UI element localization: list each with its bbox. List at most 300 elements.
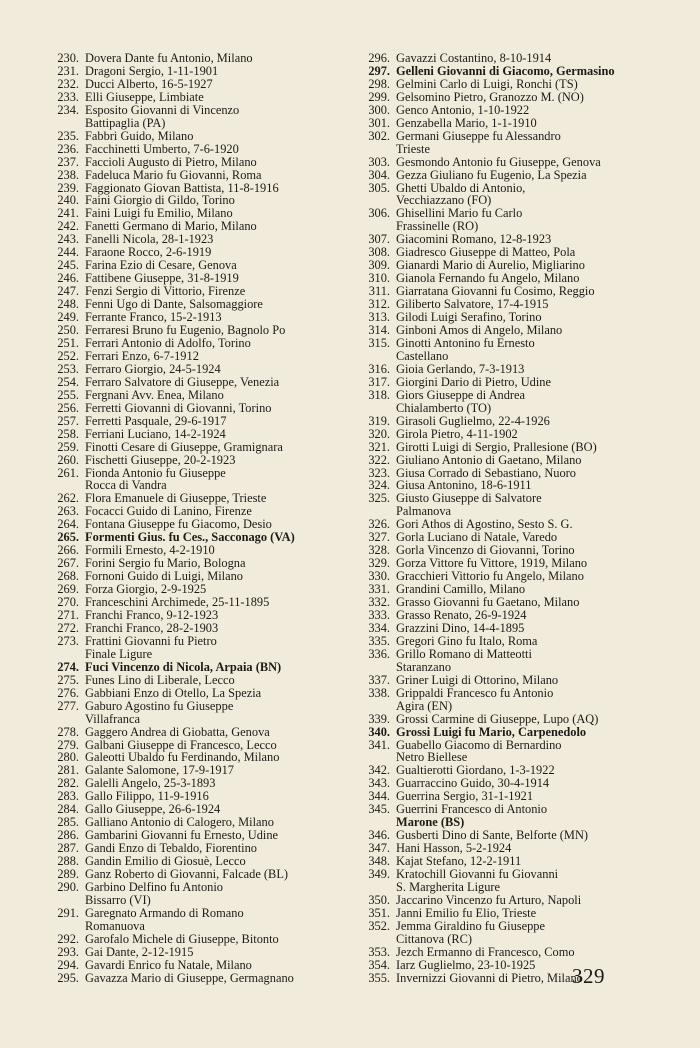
- entry-number: 236.: [57, 141, 79, 156]
- entry-continuation: Cittanova (RC): [396, 931, 473, 946]
- entry-text: Giarratana Giovanni fu Cosimo, Reggio: [396, 284, 595, 299]
- entry-text: Jezch Ermanno di Francesco, Como: [396, 944, 575, 959]
- list-item: [357, 169, 667, 182]
- entry-number: 346.: [368, 828, 390, 843]
- entry-number: 255.: [57, 387, 79, 402]
- entry-text: Gavardi Enrico fu Natale, Milano: [85, 957, 252, 972]
- list-item: [357, 622, 667, 635]
- entry-text: Esposito Giovanni di Vincenzo: [85, 102, 240, 117]
- entry-number: 301.: [368, 115, 390, 130]
- entry-text: Gorla Vincenzo di Giovanni, Torino: [396, 543, 575, 558]
- entry-text: Gabbiani Enzo di Otello, La Spezia: [85, 685, 262, 700]
- entry-text: Gianola Fernando fu Angelo, Milano: [396, 271, 580, 286]
- entry-continuation: Netro Biellese: [396, 750, 468, 765]
- entry-text: Giusa Corrado di Sebastiano, Nuoro: [396, 465, 576, 480]
- entry-text: Franceschini Archimede, 25-11-1895: [85, 595, 270, 610]
- entry-text: Ganz Roberto di Giovanni, Falcade (BL): [85, 867, 289, 882]
- entry-text: Guarraccino Guido, 30-4-1914: [396, 776, 550, 791]
- entry-text: Jaccarino Vincenzo fu Arturo, Napoli: [396, 892, 582, 907]
- entry-text: Fabbri Guido, Milano: [85, 128, 194, 143]
- list-item: [46, 78, 346, 91]
- entry-number: 288.: [57, 854, 79, 869]
- entry-number: 325.: [368, 491, 390, 506]
- entry-number: 233.: [57, 89, 79, 104]
- list-item: [46, 52, 346, 65]
- entry-text: Giliberto Salvatore, 17-4-1915: [396, 297, 549, 312]
- entry-continuation: Villafranca: [85, 711, 140, 726]
- left-column: [46, 52, 346, 985]
- entry-text: Funes Lino di Liberale, Lecco: [85, 672, 235, 687]
- entry-number: 297.: [368, 63, 390, 78]
- entry-text: Frattini Giovanni fu Pietro: [85, 633, 217, 648]
- entry-number: 256.: [57, 400, 79, 415]
- list-item: [357, 376, 667, 389]
- entry-number: 330.: [368, 569, 390, 584]
- list-item: [357, 946, 667, 959]
- entry-text: Ferrari Antonio di Adolfo, Torino: [85, 335, 251, 350]
- entry-continuation: Vecchiazzano (FO): [396, 193, 492, 208]
- list-item: [46, 907, 346, 920]
- entry-text: Guerrini Francesco di Antonio: [396, 802, 548, 817]
- entry-text: Girasoli Guglielmo, 22-4-1926: [396, 413, 550, 428]
- entry-number: 235.: [57, 128, 79, 143]
- entry-number: 290.: [57, 880, 79, 894]
- entry-text: Gilodi Luigi Serafino, Torino: [396, 310, 542, 325]
- list-item: [46, 169, 346, 182]
- entry-text: Grossi Luigi fu Mario, Carpenedolo: [396, 724, 587, 739]
- entry-number: 345.: [368, 802, 390, 817]
- entry-number: 240.: [57, 193, 79, 208]
- entry-text: Facchinetti Umberto, 7-6-1920: [85, 141, 239, 156]
- list-item: [357, 635, 667, 648]
- entry-number: 231.: [57, 63, 79, 78]
- entry-text: Giorgini Dario di Pietro, Udine: [396, 374, 551, 389]
- entry-number: 243.: [57, 232, 79, 247]
- entry-text: Giusa Antonino, 18-6-1911: [396, 478, 532, 493]
- entry-number: 250.: [57, 323, 79, 338]
- entry-text: Gavazzi Costantino, 8-10-1914: [396, 51, 552, 65]
- entry-number: 348.: [368, 854, 390, 869]
- entry-number: 343.: [368, 776, 390, 791]
- entry-text: Grillo Romano di Matteotti: [396, 646, 532, 661]
- entry-text: Ghisellini Mario fu Carlo: [396, 206, 523, 221]
- entry-number: 329.: [368, 556, 390, 571]
- entry-text: Grossi Carmine di Giuseppe, Lupo (AQ): [396, 711, 599, 726]
- entry-text: Gelleni Giovanni di Giacomo, Germasino: [396, 63, 615, 78]
- entry-text: Galeotti Ubaldo fu Ferdinando, Milano: [85, 750, 280, 765]
- entry-text: Gualtierotti Giordano, 1-3-1922: [396, 763, 555, 778]
- entry-continuation: Marone (BS): [396, 815, 465, 830]
- entry-text: Giuliano Antonio di Gaetano, Milano: [396, 452, 582, 467]
- list-item: [357, 130, 667, 143]
- list-item: [357, 156, 667, 169]
- entry-number: 324.: [368, 478, 390, 493]
- entry-number: 270.: [57, 595, 79, 610]
- entry-text: Gorza Vittore fu Vittore, 1919, Milano: [396, 556, 588, 571]
- list-item: [46, 130, 346, 143]
- list-item: [357, 441, 667, 454]
- entry-number: 349.: [368, 867, 390, 882]
- entry-number: 327.: [368, 530, 390, 545]
- entry-number: 263.: [57, 504, 79, 519]
- entry-text: Gori Athos di Agostino, Sesto S. G.: [396, 517, 573, 532]
- list-item: [357, 337, 667, 350]
- entry-number: 336.: [368, 646, 390, 661]
- list-item: [357, 78, 667, 91]
- entry-number: 304.: [368, 167, 390, 182]
- entry-number: 248.: [57, 297, 79, 312]
- entry-number: 286.: [57, 828, 79, 843]
- entry-number: 311.: [368, 284, 390, 299]
- entry-continuation: Agira (EN): [396, 698, 453, 713]
- entry-number: 353.: [368, 944, 390, 959]
- entry-text: Kratochill Giovanni fu Giovanni: [396, 867, 559, 882]
- entry-text: Forini Sergio fu Mario, Bologna: [85, 556, 246, 571]
- entry-text: Garbino Delfino fu Antonio: [85, 880, 223, 894]
- entry-text: Ducci Alberto, 16-5-1927: [85, 76, 213, 91]
- entry-text: Formenti Gius. fu Ces., Sacconago (VA): [85, 530, 295, 545]
- entry-text: Ferretti Giovanni di Giovanni, Torino: [85, 400, 272, 415]
- list-item: [357, 894, 667, 907]
- entry-number: 265.: [57, 530, 79, 545]
- entry-number: 260.: [57, 452, 79, 467]
- entry-number: 323.: [368, 465, 390, 480]
- entry-text: Fenni Ugo di Dante, Salsomaggiore: [85, 297, 263, 312]
- entry-number: 292.: [57, 931, 79, 946]
- list-item: [357, 687, 667, 700]
- entry-text: Girotti Luigi di Sergio, Prallesione (BO): [396, 439, 597, 454]
- list-item: [357, 117, 667, 130]
- entry-text: Fanetti Germano di Mario, Milano: [85, 219, 257, 234]
- entry-continuation: Staranzano: [396, 659, 452, 674]
- entry-text: Gelsomino Pietro, Granozzo M. (NO): [396, 89, 584, 104]
- entry-number: 244.: [57, 245, 79, 260]
- list-item: [46, 726, 346, 739]
- list-item: [46, 946, 346, 959]
- entry-number: 254.: [57, 374, 79, 389]
- entry-number: 287.: [57, 841, 79, 856]
- entry-text: Faraone Rocco, 2-6-1919: [85, 245, 212, 260]
- entry-text: Dovera Dante fu Antonio, Milano: [85, 51, 253, 65]
- entry-number: 280.: [57, 750, 79, 765]
- entry-continuation: Bissarro (VI): [85, 892, 151, 907]
- list-item: [357, 454, 667, 467]
- list-item: [46, 350, 346, 363]
- entry-text: Genco Antonio, 1-10-1922: [396, 102, 530, 117]
- entry-continuation: Rocca di Vandra: [85, 478, 167, 493]
- entry-text: Garegnato Armando di Romano: [85, 905, 244, 920]
- entry-number: 264.: [57, 517, 79, 532]
- list-item: [46, 972, 346, 985]
- entry-number: 322.: [368, 452, 390, 467]
- entry-number: 334.: [368, 620, 390, 635]
- entry-text: Galliano Antonio di Calogero, Milano: [85, 815, 274, 830]
- entry-text: Farina Ezio di Cesare, Genova: [85, 258, 237, 273]
- entry-text: Gandi Enzo di Tebaldo, Fiorentino: [85, 841, 257, 856]
- entry-number: 279.: [57, 737, 79, 752]
- entry-continuation: Castellano: [396, 348, 449, 363]
- entry-number: 245.: [57, 258, 79, 273]
- entry-number: 269.: [57, 582, 79, 597]
- entry-number: 305.: [368, 180, 390, 195]
- entry-number: 352.: [368, 918, 390, 933]
- entry-number: 282.: [57, 776, 79, 791]
- list-item: [46, 700, 346, 713]
- entry-number: 296.: [368, 51, 390, 65]
- entry-text: Garofalo Michele di Giuseppe, Bitonto: [85, 931, 279, 946]
- entry-number: 252.: [57, 348, 79, 363]
- entry-number: 246.: [57, 271, 79, 286]
- entry-number: 295.: [57, 970, 79, 985]
- entry-text: Giadresco Giuseppe di Matteo, Pola: [396, 245, 576, 260]
- entry-number: 307.: [368, 232, 390, 247]
- entry-number: 274.: [57, 659, 79, 674]
- entry-continuation: S. Margherita Ligure: [396, 880, 501, 894]
- entry-number: 306.: [368, 206, 390, 221]
- list-item: [357, 674, 667, 687]
- entry-text: Gorla Luciano di Natale, Varedo: [396, 530, 558, 545]
- entry-text: Grasso Giovanni fu Gaetano, Milano: [396, 595, 580, 610]
- entry-text: Gesmondo Antonio fu Giuseppe, Genova: [396, 154, 601, 169]
- entry-text: Gaburo Agostino fu Giuseppe: [85, 698, 234, 713]
- list-item: [357, 972, 667, 985]
- entry-number: 310.: [368, 271, 390, 286]
- entry-number: 326.: [368, 517, 390, 532]
- entry-number: 262.: [57, 491, 79, 506]
- list-item: [46, 454, 346, 467]
- entry-text: Jemma Giraldino fu Giuseppe: [396, 918, 545, 933]
- entry-text: Kajat Stefano, 12-2-1911: [396, 854, 522, 869]
- list-item: [46, 65, 346, 78]
- list-item: [357, 104, 667, 117]
- entry-number: 331.: [368, 582, 390, 597]
- entry-text: Galelli Angelo, 25-3-1893: [85, 776, 216, 791]
- entry-continuation: Finale Ligure: [85, 646, 153, 661]
- entry-number: 275.: [57, 672, 79, 687]
- entry-number: 314.: [368, 323, 390, 338]
- entry-text: Ferraro Salvatore di Giuseppe, Venezia: [85, 374, 280, 389]
- list-item: [46, 674, 346, 687]
- list-item: [46, 428, 346, 441]
- entry-text: Gracchieri Vittorio fu Angelo, Milano: [396, 569, 584, 584]
- entry-number: 257.: [57, 413, 79, 428]
- entry-text: Fanelli Nicola, 28-1-1923: [85, 232, 214, 247]
- list-item: [46, 143, 346, 156]
- entry-text: Gallo Filippo, 11-9-1916: [85, 789, 209, 804]
- entry-number: 251.: [57, 335, 79, 350]
- entry-continuation: Romanuova: [85, 918, 145, 933]
- list-item: [357, 415, 667, 428]
- entry-number: 309.: [368, 258, 390, 273]
- entry-number: 268.: [57, 569, 79, 584]
- list-item: [357, 428, 667, 441]
- entry-text: Forza Giorgio, 2-9-1925: [85, 582, 207, 597]
- entry-number: 308.: [368, 245, 390, 260]
- entry-number: 294.: [57, 957, 79, 972]
- entry-continuation: Chialamberto (TO): [396, 400, 492, 415]
- entry-text: Gai Dante, 2-12-1915: [85, 944, 194, 959]
- entry-number: 339.: [368, 711, 390, 726]
- entry-number: 341.: [368, 737, 390, 752]
- entry-number: 237.: [57, 154, 79, 169]
- entry-number: 300.: [368, 102, 390, 117]
- entry-text: Fuci Vincenzo di Nicola, Arpaia (BN): [85, 659, 282, 674]
- entry-text: Ferraro Giorgio, 24-5-1924: [85, 361, 221, 376]
- entry-text: Germani Giuseppe fu Alessandro: [396, 128, 561, 143]
- list-item: [46, 959, 346, 972]
- entry-number: 278.: [57, 724, 79, 739]
- entry-number: 247.: [57, 284, 79, 299]
- entry-text: Gioia Gerlando, 7-3-1913: [396, 361, 525, 376]
- entry-number: 344.: [368, 789, 390, 804]
- entry-text: Gallo Giuseppe, 26-6-1924: [85, 802, 221, 817]
- entry-text: Iarz Guglielmo, 23-10-1925: [396, 957, 536, 972]
- entry-text: Focacci Guido di Lanino, Firenze: [85, 504, 252, 519]
- entry-text: Ferretti Pasquale, 29-6-1917: [85, 413, 227, 428]
- entry-text: Franchi Franco, 28-2-1903: [85, 620, 219, 635]
- list-item: [357, 91, 667, 104]
- entry-text: Gregori Gino fu Italo, Roma: [396, 633, 538, 648]
- entry-text: Gaggero Andrea di Giobatta, Genova: [85, 724, 270, 739]
- entry-text: Genzabella Mario, 1-1-1910: [396, 115, 537, 130]
- entry-number: 241.: [57, 206, 79, 221]
- list-item: [46, 415, 346, 428]
- list-item: [357, 726, 667, 739]
- entry-text: Faggionato Giovan Battista, 11-8-1916: [85, 180, 279, 195]
- entry-number: 342.: [368, 763, 390, 778]
- entry-number: 333.: [368, 607, 390, 622]
- entry-text: Galbani Giuseppe di Francesco, Lecco: [85, 737, 277, 752]
- entry-text: Fontana Giuseppe fu Giacomo, Desio: [85, 517, 272, 532]
- entry-text: Ghetti Ubaldo di Antonio,: [396, 180, 526, 195]
- entry-number: 350.: [368, 892, 390, 907]
- list-item: [46, 402, 346, 415]
- entry-text: Gavazza Mario di Giuseppe, Germagnano: [85, 970, 294, 985]
- list-item: [357, 648, 667, 661]
- right-column: [357, 52, 667, 985]
- entry-number: 238.: [57, 167, 79, 182]
- entry-text: Finotti Cesare di Giuseppe, Gramignara: [85, 439, 283, 454]
- entry-text: Ferraresi Bruno fu Eugenio, Bagnolo Po: [85, 323, 286, 338]
- entry-text: Elli Giuseppe, Limbiate: [85, 89, 204, 104]
- entry-number: 272.: [57, 620, 79, 635]
- entry-text: Giors Giuseppe di Andrea: [396, 387, 526, 402]
- entry-text: Invernizzi Giovanni di Pietro, Milano: [396, 970, 583, 985]
- entry-continuation: Battipaglia (PA): [85, 115, 166, 130]
- entry-number: 298.: [368, 76, 390, 91]
- entry-text: Gelmini Carlo di Luigi, Ronchi (TS): [396, 76, 578, 91]
- entry-number: 242.: [57, 219, 79, 234]
- entry-text: Giacomini Romano, 12-8-1923: [396, 232, 552, 247]
- entry-text: Grazzini Dino, 14-4-1895: [396, 620, 525, 635]
- entry-number: 259.: [57, 439, 79, 454]
- entry-text: Fenzi Sergio di Vittorio, Firenze: [85, 284, 246, 299]
- entry-text: Gandin Emilio di Giosuè, Lecco: [85, 854, 246, 869]
- entry-number: 258.: [57, 426, 79, 441]
- entry-number: 335.: [368, 633, 390, 648]
- entry-text: Grippaldi Francesco fu Antonio: [396, 685, 554, 700]
- entry-continuation: Trieste: [396, 141, 430, 156]
- entry-number: 302.: [368, 128, 390, 143]
- entry-continuation: Palmanova: [396, 504, 452, 519]
- entry-text: Flora Emanuele di Giuseppe, Trieste: [85, 491, 267, 506]
- entry-number: 355.: [368, 970, 390, 985]
- entry-number: 320.: [368, 426, 390, 441]
- entry-number: 277.: [57, 698, 79, 713]
- list-item: [357, 389, 667, 402]
- entry-text: Fadeluca Mario fu Giovanni, Roma: [85, 167, 262, 182]
- list-item: [357, 959, 667, 972]
- entry-number: 249.: [57, 310, 79, 325]
- entry-text: Ginotti Antonino fu Ernesto: [396, 335, 535, 350]
- entry-text: Franchi Franco, 9-12-1923: [85, 607, 219, 622]
- entry-number: 338.: [368, 685, 390, 700]
- entry-number: 285.: [57, 815, 79, 830]
- entry-text: Gezza Giuliano fu Eugenio, La Spezia: [396, 167, 587, 182]
- list-item: [357, 907, 667, 920]
- entry-number: 351.: [368, 905, 390, 920]
- list-item: [46, 389, 346, 402]
- entry-number: 337.: [368, 672, 390, 687]
- entry-number: 319.: [368, 413, 390, 428]
- entry-number: 318.: [368, 387, 390, 402]
- entry-text: Girola Pietro, 4-11-1902: [396, 426, 518, 441]
- list-item: [357, 920, 667, 933]
- list-item: [357, 52, 667, 65]
- entry-text: Gusberti Dino di Sante, Belforte (MN): [396, 828, 589, 843]
- entry-number: 284.: [57, 802, 79, 817]
- entry-continuation: Frassinelle (RO): [396, 219, 479, 234]
- entry-text: Ferrante Franco, 15-2-1913: [85, 310, 222, 325]
- entry-number: 317.: [368, 374, 390, 389]
- entry-text: Fornoni Guido di Luigi, Milano: [85, 569, 243, 584]
- list-item: [46, 337, 346, 350]
- entry-number: 253.: [57, 361, 79, 376]
- entry-number: 239.: [57, 180, 79, 195]
- entry-number: 289.: [57, 867, 79, 882]
- entry-text: Gianardi Mario di Aurelio, Migliarino: [396, 258, 585, 273]
- entry-text: Dragoni Sergio, 1-11-1901: [85, 63, 219, 78]
- list-item: [46, 441, 346, 454]
- entry-text: Ferrari Enzo, 6-7-1912: [85, 348, 199, 363]
- entry-text: Fergnani Avv. Enea, Milano: [85, 387, 224, 402]
- entry-text: Guerrina Sergio, 31-1-1921: [396, 789, 534, 804]
- list-item: [46, 609, 346, 622]
- list-item: [46, 622, 346, 635]
- entry-text: Fischetti Giuseppe, 20-2-1923: [85, 452, 236, 467]
- entry-text: Ferriani Luciano, 14-2-1924: [85, 426, 226, 441]
- entry-text: Faini Luigi fu Emilio, Milano: [85, 206, 233, 221]
- entry-text: Grasso Renato, 26-9-1924: [396, 607, 527, 622]
- entry-text: Hani Hasson, 5-2-1924: [396, 841, 512, 856]
- entry-number: 347.: [368, 841, 390, 856]
- list-item: [357, 609, 667, 622]
- entry-number: 312.: [368, 297, 390, 312]
- entry-number: 234.: [57, 102, 79, 117]
- entry-number: 276.: [57, 685, 79, 700]
- entry-number: 273.: [57, 633, 79, 648]
- entry-text: Janni Emilio fu Elio, Trieste: [396, 905, 537, 920]
- page-number: 329: [572, 964, 605, 988]
- entry-number: 291.: [57, 905, 79, 920]
- entry-number: 281.: [57, 763, 79, 778]
- entry-number: 283.: [57, 789, 79, 804]
- entry-number: 315.: [368, 335, 390, 350]
- entry-text: Fattibene Giuseppe, 31-8-1919: [85, 271, 239, 286]
- list-item: [46, 661, 346, 674]
- entry-number: 316.: [368, 361, 390, 376]
- entry-text: Guabello Giacomo di Bernardino: [396, 737, 562, 752]
